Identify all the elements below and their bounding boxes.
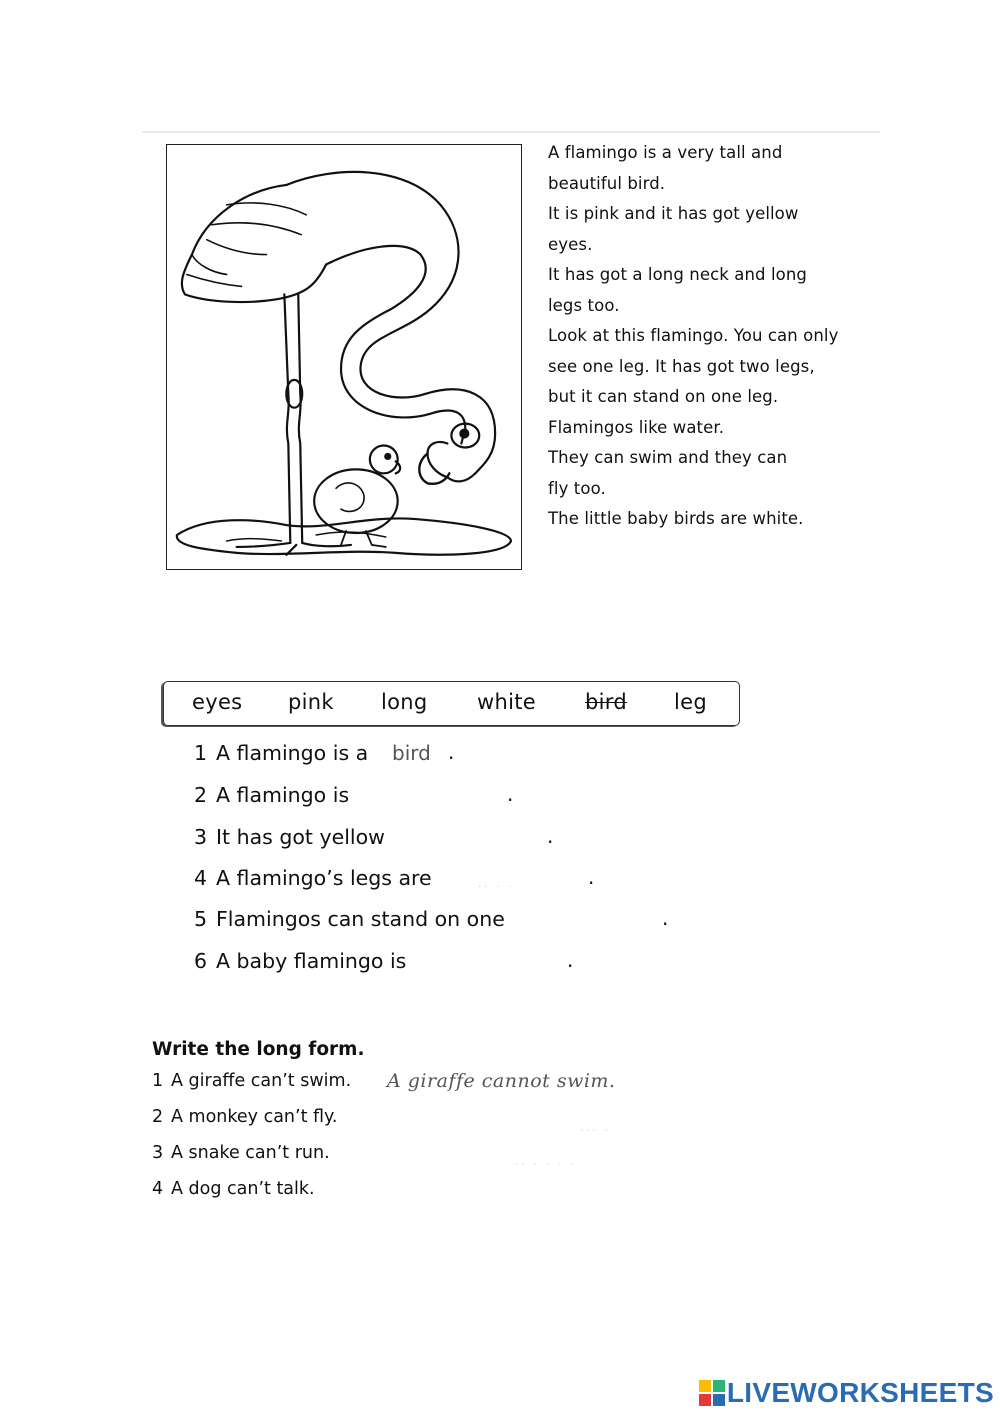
reading-line: but it can stand on one leg. (548, 387, 779, 406)
reading-line: Flamingos like water. (548, 417, 725, 437)
exercise2-item (152, 1179, 315, 1199)
reading-line: legs too. (548, 295, 620, 315)
exercise1-item (194, 949, 406, 973)
smudge-mark: ·· · · (478, 882, 516, 893)
item-end-punct: . (547, 824, 554, 848)
exercise1-item (194, 866, 432, 890)
word-bank-item: leg (674, 690, 707, 714)
word-bank (163, 681, 740, 726)
reading-line: see one leg. It has got two legs, (548, 356, 815, 376)
reading-line: beautiful bird. (548, 173, 666, 193)
item-text: A baby flamingo is (216, 949, 407, 973)
item-text: A flamingo is a (216, 741, 369, 765)
word-bank-item: white (477, 690, 536, 714)
flamingo-drawing (167, 145, 521, 569)
reading-line: They can swim and they can (548, 448, 788, 467)
reading-line: It has got a long neck and long (548, 265, 807, 284)
item-end-punct: . (588, 865, 595, 889)
word-bank-item: pink (288, 690, 334, 714)
item-number: 5 (194, 907, 208, 931)
brand-name: LIVEWORKSHEETS (726, 1377, 994, 1408)
answer-field-5[interactable] (525, 907, 655, 933)
word-bank-item-used: bird (585, 690, 627, 714)
answer-field-1[interactable]: bird (392, 741, 431, 765)
item-number: 2 (152, 1107, 164, 1127)
item-number: 1 (194, 741, 208, 765)
item-text: A flamingo’s legs are (216, 866, 432, 890)
item-text: A monkey can’t fly. (171, 1107, 338, 1127)
answer-field-3[interactable] (410, 825, 540, 851)
flamingo-illustration (166, 144, 522, 570)
reading-line: eyes. (548, 234, 593, 254)
exercise2-item (152, 1071, 351, 1091)
item-text: Flamingos can stand on one (216, 907, 505, 931)
item-text: It has got yellow (216, 825, 385, 849)
exercise2-item (152, 1107, 337, 1127)
item-text: A snake can’t run. (171, 1143, 330, 1163)
reading-passage (548, 138, 878, 535)
item-number: 4 (194, 866, 208, 890)
smudge-mark: ·· · · · · (515, 1160, 577, 1171)
exercise1-item (194, 783, 349, 807)
top-divider (142, 131, 880, 133)
answer-field-2[interactable] (370, 783, 500, 809)
exercise1-item (194, 825, 385, 849)
exercise2-item (152, 1143, 330, 1163)
brand-footer (699, 1377, 994, 1409)
word-bank-item: eyes (192, 690, 243, 714)
long-form-answer-3[interactable] (387, 1143, 627, 1167)
item-number: 6 (194, 949, 208, 973)
item-end-punct: . (448, 740, 455, 764)
reading-line: fly too. (548, 478, 606, 498)
liveworksheets-logo-icon (699, 1380, 725, 1406)
answer-field-6[interactable] (430, 949, 560, 975)
item-text: A dog can’t talk. (171, 1179, 315, 1199)
exercise1-item (194, 907, 505, 931)
exercise2-heading: Write the long form. (152, 1039, 365, 1060)
long-form-answer-1[interactable]: A giraffe cannot swim. (387, 1070, 616, 1092)
reading-line: Look at this flamingo. You can only (548, 326, 839, 345)
exercise1-item (194, 741, 368, 765)
item-number: 2 (194, 783, 208, 807)
reading-line: It is pink and it has got yellow (548, 204, 799, 223)
word-bank-item: long (381, 690, 428, 714)
item-number: 3 (194, 825, 208, 849)
item-number: 1 (152, 1071, 164, 1091)
reading-line: The little baby birds are white. (548, 509, 804, 528)
long-form-answer-4[interactable] (387, 1179, 627, 1203)
item-number: 3 (152, 1143, 164, 1163)
reading-line: A flamingo is a very tall and (548, 143, 783, 162)
item-end-punct: . (662, 906, 669, 930)
item-text: A flamingo is (216, 783, 350, 807)
item-end-punct: . (567, 948, 574, 972)
item-number: 4 (152, 1179, 164, 1199)
item-text: A giraffe can’t swim. (171, 1071, 352, 1091)
smudge-mark: ··· · (580, 1126, 611, 1137)
item-end-punct: . (507, 782, 514, 806)
